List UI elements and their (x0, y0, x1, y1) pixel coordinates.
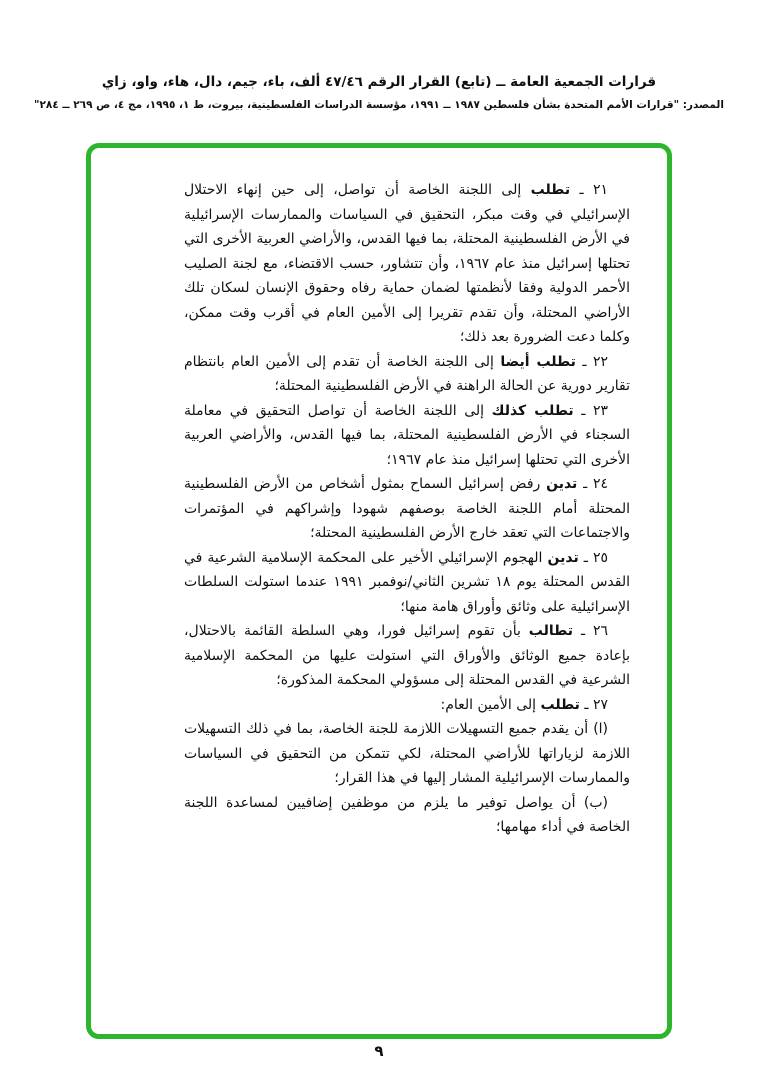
paragraph-number: ٢٤ ـ (583, 476, 609, 492)
page-number: ٩ (374, 1042, 384, 1060)
page-header (0, 74, 758, 111)
resolution-text (91, 148, 667, 1034)
paragraph-number: ٢١ ـ (579, 182, 609, 198)
paragraph-text: إلى اللجنة الخاصة أن تواصل التحقيق في معاملة السجناء في الأرض الفلسطينية المحتلة، بما فيها القدس، والأراضي العربية الأخرى التي تحتلها إسرائيل منذ عام ١٩٦٧؛ (184, 402, 630, 468)
paragraph (184, 399, 630, 473)
paragraph-text: رفض إسرائيل السماح بمثول أشخاص من الأرض الفلسطينية المحتلة أمام اللجنة الخاصة بوصفهم شهودا وإشراكهم في المؤتمرات والاجتماعات التي تعقد خارج الأرض الفلسطينية المحتلة؛ (184, 476, 630, 541)
paragraph-number: ٢٧ ـ (584, 696, 608, 713)
paragraph-verb: تدين (546, 476, 578, 492)
paragraph-text: الهجوم الإسرائيلي الأخير على المحكمة الإسلامية الشرعية في القدس المحتلة يوم ١٨ تشرين الثاني/نوفمبر ١٩٩١ عندما استولت السلطات الإسرائيلية على وثائق وأوراق هامة منها؛ (184, 549, 630, 615)
content-frame (86, 143, 672, 1039)
paragraph-number: ٢٢ ـ (582, 353, 609, 370)
subparagraph-letter: (ب) (583, 794, 608, 811)
document-title: قرارات الجمعية العامة ــ (تابع) القرار الرقم ٤٧/٤٦ ألف، باء، جيم، دال، هاء، واو، زاي (101, 74, 657, 90)
paragraph-verb: تطلب (530, 182, 571, 198)
paragraph-number: ٢٣ ـ (581, 402, 609, 419)
paragraph-verb: تدين (547, 549, 579, 566)
subparagraph (184, 791, 630, 840)
paragraph-number: ٢٥ ـ (583, 549, 608, 566)
paragraph-verb: تطالب (528, 623, 574, 639)
paragraph-text: إلى الأمين العام: (440, 696, 537, 713)
paragraph (184, 178, 630, 350)
page-footer (0, 1041, 758, 1060)
paragraph-verb: تطلب أيضا (500, 353, 576, 370)
paragraph (184, 546, 630, 620)
paragraph-verb: تطلب كذلك (491, 402, 574, 419)
subparagraph-letter: (ا) (593, 721, 609, 737)
paragraph-text: أن يقدم جميع التسهيلات اللازمة للجنة الخاصة، بما في ذلك التسهيلات اللازمة لزياراتها للأراضي المحتلة، لكي تتمكن من التحقيق في السياسات والممارسات الإسرائيلية المشار إليها في هذا القرار؛ (184, 721, 630, 786)
paragraph-text: إلى اللجنة الخاصة أن تقدم إلى الأمين العام بانتظام تقارير دورية عن الحالة الراهنة في الأرض الفلسطينية المحتلة؛ (184, 353, 630, 394)
paragraph-verb: تطلب (540, 696, 580, 713)
paragraph (184, 472, 630, 546)
paragraph (184, 693, 630, 718)
paragraph-text: إلى اللجنة الخاصة أن تواصل، إلى حين إنهاء الاحتلال الإسرائيلي في وقت مبكر، التحقيق في السياسات والممارسات الإسرائيلية في الأرض الفلسطينية المحتلة، بما فيها القدس، والأراضي العربية الأخرى التي تحتلها إسرائيل منذ عام ١٩٦٧، وأن تتشاور، حسب الاقتضاء، مع لجنة الصليب الأحمر الدولية وفقا لأنظمتها لضمان حماية رفاه وحقوق الإنسان لسكان تلك الأراضي المحتلة، وأن تقدم تقريرا إلى الأمين العام في أقرب وقت ممكن، وكلما دعت الضرورة بعد ذلك؛ (184, 182, 630, 345)
subparagraph (184, 717, 630, 791)
paragraph-text: بأن تقوم إسرائيل فورا، وهي السلطة القائمة بالاحتلال، بإعادة جميع الوثائق والأوراق التي استولت عليها من المحكمة الإسلامية الشرعية في القدس المحتلة إلى مسؤولي المحكمة المذكورة؛ (184, 623, 630, 688)
paragraph (184, 350, 630, 399)
paragraph (184, 619, 630, 693)
source-citation: المصدر: "قرارات الأمم المتحدة بشأن فلسطين ١٩٨٧ ــ ١٩٩١، مؤسسة الدراسات الفلسطينية، بيروت، ط ١، ١٩٩٥، مج ٤، ص ٢٦٩ ــ ٢٨٤" (34, 99, 724, 111)
paragraph-text: أن يواصل توفير ما يلزم من موظفين إضافيين لمساعدة اللجنة الخاصة في أداء مهامها؛ (184, 794, 630, 835)
paragraph-number: ٢٦ ـ (580, 623, 609, 639)
